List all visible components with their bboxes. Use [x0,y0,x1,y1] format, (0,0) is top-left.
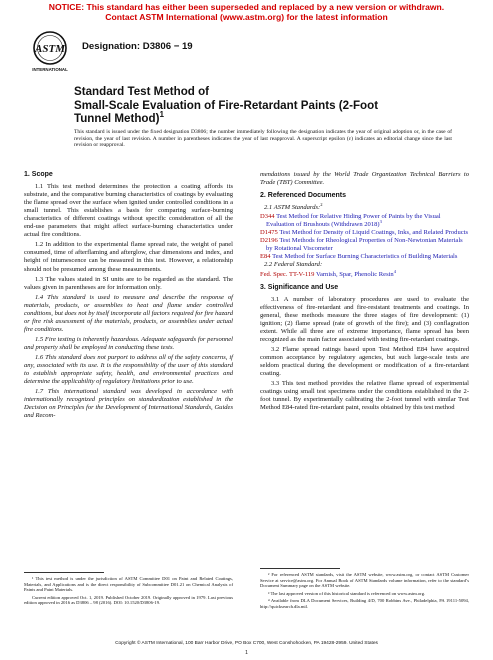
reference-d1475[interactable]: D1475 Test Method for Density of Liquid Coatings, Inks, and Related Products [260,229,468,237]
right-column [260,171,469,414]
footnote-rule-right [260,568,340,569]
reference-fed-spec[interactable]: Fed. Spec. TT-V-119 Varnish, Spar, Phenolic Resin$^4$ [260,268,396,278]
paragraph-1-4: 1.4 This standard is used to measure and describe the response of materials, products, or assemblies to heat and flame under controlled conditions, but does not by itself incorporate all factors required for fire hazard or fire risk assessment of the materials, products, or assemblies under actual fire conditions. [24,293,233,333]
footnote-4: ⁴ Available from DLA Document Services, Building 4/D, 700 Robbins Ave., Philadelphia, PA 19111-5094, http://quicksearch.dla.mil. [260,598,469,609]
footnote-3: ³ The last approved version of this historical standard is referenced on www.astm.org. [268,590,426,596]
section-heading-significance: 3. Significance and Use [260,283,339,291]
paragraph-1-7: 1.7 This international standard was developed in accordance with internationally recognized principles on standardization established in the Decision on Principles for the Development of International Standards, Guides and Recom- [24,388,233,420]
withdrawal-notice [0,2,493,22]
left-column [24,171,233,422]
paragraph-1-5: 1.5 Fire testing is inherently hazardous. Adequate safeguards for personnel and property shall be employed in conducting these tests. [24,335,233,351]
footnote-1: ¹ This test method is under the jurisdiction of ASTM Committee D01 on Paint and Related Coatings, Materials, and Applications and is the direct responsibility of Subcommittee D01.21 on Chemical Analysis of Paints and Paint Materials. [24,576,233,593]
astm-standards-subheading: 2.1 ASTM Standards:$^2$ [264,201,323,212]
title-line-3: Tunnel Method) [74,112,160,125]
reference-list [260,213,469,261]
copyright-footer: Copyright © ASTM International, 100 Barr Harbor Drive, PO Box C700, West Conshohocken, PA 19428-2959. United States [115,641,378,646]
issued-note: This standard is issued under the fixed designation D3806; the number immediately following the designation indicates the year of original adoption or, in the case of revision, the year of last revision. A number in parentheses indicates the year of last reapproval. A superscript epsilon (ε) indicates an editorial change since the last revision or reapproval. [74,129,452,149]
notice-line-1: NOTICE: This standard has either been superseded and replaced by a new version or withdrawn. [48,2,445,12]
paragraph-1-7-continued: mendations issued by the World Trade Organization Technical Barriers to Trade (TBT) Committee. [260,171,469,187]
footnotes-right [260,572,469,610]
paragraph-3-3: 3.3 This test method provides the relative flame spread of experimental coatings using small test specimens under the conditions established in the 2-foot tunnel. By experimentally calibrating the 2-foot tunnel with similar Test Method E84-rated fire-retardant paint, results obtained by this test method [260,380,469,412]
title-footnote-mark: 1 [159,110,164,120]
paragraph-1-6: 1.6 This standard does not purport to address all of the safety concerns, if any, associated with its use. It is the responsibility of the user of this standard to establish appropriate safety, health, and environmental practices and determine the applicability of regulatory limitations prior to use. [24,353,233,386]
footnotes-left [24,576,233,606]
astm-logo [27,29,73,73]
title-line-2: Small-Scale Evaluation of Fire-Retardant Paints (2-Foot [74,98,379,112]
paragraph-3-2: 3.2 Flame spread ratings based upon Test Method E84 have acquired common acceptance by regulatory agencies, but such large-scale tests are seldom practical during the development or modification of a fire-retardant coating. [260,345,469,378]
designation: Designation: D3806 − 19 [82,41,193,52]
footnote-rule-left [24,572,104,573]
paragraph-1-1: 1.1 This test method determines the protection a coating affords its substrate, and the comparative burning characteristics of coatings by evaluating the flame spread over the surface when ignited under controlled conditions in a small tunnel. This establishes a basis for comparing surface-burning characteristics of different coatings without specific consideration of all the end-use parameters that might affect surface-burning characteristics under actual fire conditions. [24,183,233,239]
paragraph-3-1: 3.1 A number of laboratory procedures are used to evaluate the effectiveness of fire-retardant and fire-resistant treatments and coatings. In general, these methods measure the three stages of fire development: (1) ignition; (2) flame spread (rate of growth of the fire); and (3) conflagration extent. While all three are of extreme importance, flame spread has been recognized as the main factor associated with testing fire-retardant coatings. [260,295,469,343]
reference-e84[interactable]: E84 Test Method for Surface Burning Characteristics of Building Materials [260,253,458,261]
section-heading-referenced-documents: 2. Referenced Documents [260,192,346,200]
document-title [74,85,434,126]
footnote-1-edition: Current edition approved Oct. 1, 2019. Published October 2019. Originally approved in 1979. Last previous edition approved in 2016 as D3806 – 98 (2016). DOI: 10.1520/D3806-19. [24,594,233,606]
page-number: 1 [245,650,248,656]
svg-text:ASTM: ASTM [35,43,65,55]
paragraph-1-2: 1.2 In addition to the experimental flame spread rate, the weight of panel consumed, time of afterflaming and afterglow, char dimensions and index, and height of intumescence can be measured in this test. However, a relationship should not be presumed among these measurements. [24,241,233,273]
title-line-1: Standard Test Method of [74,85,210,98]
paragraph-1-3: 1.3 The values stated in SI units are to be regarded as the standard. The values given in parentheses are for information only. [24,275,233,291]
reference-d344[interactable]: D344 Test Method for Relative Hiding Power of Paints by the Visual Evaluation of Brushouts (Withdrawn 2018)$^3$ [260,213,441,229]
svg-text:INTERNATIONAL: INTERNATIONAL [32,67,68,72]
notice-line-2: Contact ASTM International (www.astm.org) for the latest information [105,12,388,22]
reference-d2196[interactable]: D2196 Test Methods for Rheological Properties of Non-Newtonian Materials by Rotational Viscometer [260,237,463,253]
federal-standard-subheading: 2.2 Federal Standard: [264,261,323,269]
footnote-2: ² For referenced ASTM standards, visit the ASTM website, www.astm.org, or contact ASTM Customer Service at service@astm.org. For Annual Book of ASTM Standards volume information, refer to the standard’s Document Summary page on the ASTM website. [260,572,469,589]
section-heading-scope: 1. Scope [24,171,53,178]
